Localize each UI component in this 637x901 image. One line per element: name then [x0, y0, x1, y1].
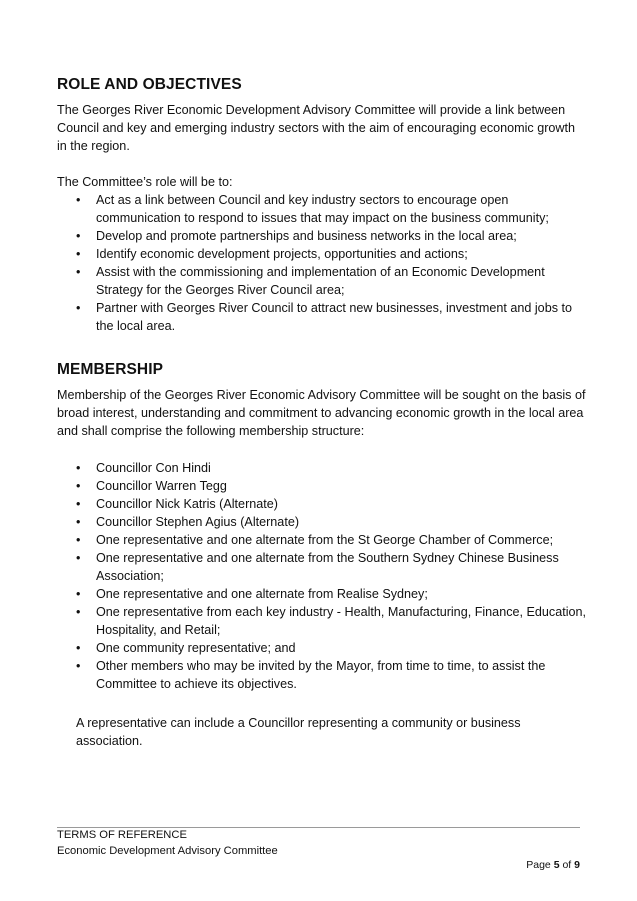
- list-item: • Act as a link between Council and key industry sectors to encourage open communication to respond to issues that may impact on the business community;: [76, 193, 549, 225]
- list-item: • Other members who may be invited by the Mayor, from time to time, to assist the Committee to achieve its objectives.: [76, 659, 546, 691]
- footer-title: TERMS OF REFERENCE: [57, 829, 187, 841]
- bullet-icon: •: [76, 479, 81, 493]
- list-item: • One community representative; and: [76, 641, 296, 655]
- list-item: • One representative and one alternate from the Southern Sydney Chinese Business Association;: [76, 551, 559, 583]
- list-item: • Develop and promote partnerships and business networks in the local area;: [76, 229, 517, 243]
- bullet-icon: •: [76, 229, 81, 243]
- page-total: 9: [574, 859, 580, 871]
- footer-subtitle: Economic Development Advisory Committee: [57, 845, 278, 857]
- list-item: • One representative and one alternate from Realise Sydney;: [76, 587, 428, 601]
- page-number: Page 5 of 9: [526, 859, 580, 871]
- bullet-icon: •: [76, 497, 81, 511]
- bullet-icon: •: [76, 533, 81, 547]
- bullet-icon: •: [76, 461, 81, 475]
- list-item: • Assist with the commissioning and implementation of an Economic Development Strategy for the Georges River Council area;: [76, 265, 545, 297]
- role-intro: The Georges River Economic Development Advisory Committee will provide a link between Council and key and emerging industry sectors with the aim of encouraging economic growth in the region.: [57, 103, 576, 153]
- role-list: [57, 191, 587, 335]
- bullet-icon: •: [76, 659, 81, 673]
- bullet-icon: •: [76, 301, 81, 315]
- list-item: • One representative from each key industry - Health, Manufacturing, Finance, Education, Hospitality, and Retail;: [76, 605, 587, 637]
- membership-list: [57, 459, 587, 693]
- list-item: • Councillor Warren Tegg: [76, 479, 227, 493]
- list-item: • One representative and one alternate from the St George Chamber of Commerce;: [76, 533, 554, 547]
- bullet-icon: •: [76, 605, 81, 619]
- list-item: • Partner with Georges River Council to attract new businesses, investment and jobs to the local area.: [76, 301, 572, 333]
- list-item: • Councillor Nick Katris (Alternate): [76, 497, 278, 511]
- bullet-icon: •: [76, 265, 81, 279]
- bullet-icon: •: [76, 587, 81, 601]
- bullet-icon: •: [76, 515, 81, 529]
- list-item: • Councillor Stephen Agius (Alternate): [76, 515, 300, 529]
- role-heading: ROLE AND OBJECTIVES: [57, 76, 242, 93]
- bullet-icon: •: [76, 193, 81, 207]
- list-item: • Identify economic development projects, opportunities and actions;: [76, 247, 468, 261]
- list-item: • Councillor Con Hindi: [76, 461, 211, 475]
- page-current: 5: [553, 859, 560, 871]
- membership-intro: Membership of the Georges River Economic Advisory Committee will be sought on the basis of broad interest, understanding and commitment to advancing economic growth in the local area and shall comprise the following membership structure:: [57, 388, 586, 438]
- bullet-icon: •: [76, 247, 81, 261]
- bullet-icon: •: [76, 641, 81, 655]
- bullet-icon: •: [76, 551, 81, 565]
- membership-note: A representative can include a Councillor representing a community or business association.: [76, 716, 521, 748]
- membership-heading: MEMBERSHIP: [57, 361, 164, 378]
- role-lead: The Committee’s role will be to:: [57, 175, 233, 189]
